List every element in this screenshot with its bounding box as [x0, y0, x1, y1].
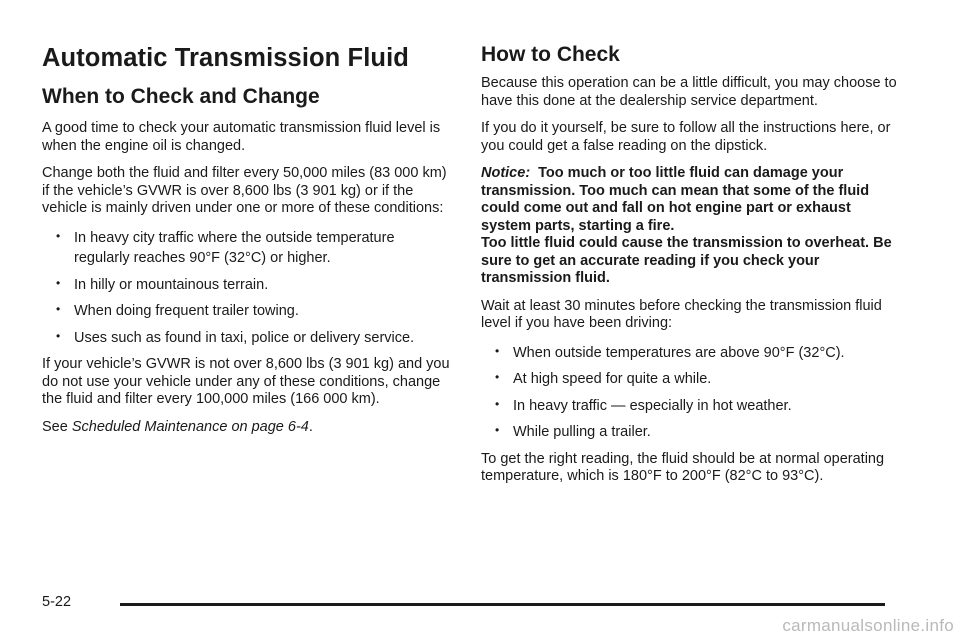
cross-reference-link[interactable]: Scheduled Maintenance on page 6-4 [71, 418, 309, 435]
list-item: • In hilly or mountainous terrain. [56, 275, 269, 293]
normal-interval-paragraph: If your vehicle’s GVWR is not over 8,600 lbs (3 901 kg) and you do not use your vehicle under any of these conditions, change the fluid and filter every 100,000 miles (166 000 km). [42, 356, 450, 407]
bullet-icon: • [495, 343, 500, 358]
list-item: • In heavy traffic — especially in hot weather. [495, 396, 792, 414]
watermark: carmanualsonline.info [782, 616, 954, 635]
bullet-icon: • [495, 396, 500, 411]
bullet-icon: • [56, 228, 61, 243]
list-item: • While pulling a trailer. [495, 423, 651, 440]
section-heading-when-to-check: When to Check and Change [42, 85, 320, 108]
list-item: • Uses such as found in taxi, police or delivery service. [56, 328, 415, 346]
bullet-icon: • [56, 275, 61, 290]
instructions-paragraph: If you do it yourself, be sure to follow all the instructions here, or you could get a false reading on the dipstick. [481, 120, 891, 154]
notice-block [481, 165, 901, 288]
notice-label: Notice: [481, 165, 531, 181]
right-column [481, 42, 901, 496]
page-number: 5-22 [42, 594, 72, 610]
intro-paragraph: A good time to check your automatic transmission fluid level is when the engine oil is changed. [42, 120, 441, 154]
left-column [42, 42, 452, 446]
list-item: • At high speed for quite a while. [495, 370, 712, 387]
list-item: • In heavy city traffic where the outside temperature regularly reaches 90°F (32°C) or higher. [56, 228, 395, 266]
dealer-paragraph: Because this operation can be a little difficult, you may choose to have this done at the dealership service department. [481, 75, 897, 109]
notice-text: Too much or too little fluid can damage your transmission. Too much can mean that some of the fluid could come out and fall on hot engine part or exhaust system parts, starting a fire. [481, 165, 870, 234]
bullet-icon: • [56, 302, 61, 316]
see-reference-paragraph: See Scheduled Maintenance on page 6-4. [42, 418, 313, 435]
list-item: • When doing frequent trailer towing. [56, 302, 299, 319]
section-heading-how-to-check: How to Check [481, 43, 620, 66]
change-interval-paragraph: Change both the fluid and filter every 50,000 miles (83 000 km) if the vehicle’s GVWR is over 8,600 lbs (3 901 kg) or if the vehicle is mainly driven under one or more of these conditions: [42, 165, 447, 216]
footer-divider [120, 603, 885, 606]
bullet-icon: • [495, 423, 500, 437]
conditions-list [42, 228, 452, 349]
bullet-icon: • [56, 328, 61, 343]
wait-paragraph: Wait at least 30 minutes before checking the transmission fluid level if you have been driving: [481, 297, 882, 331]
page-title: Automatic Transmission Fluid [42, 44, 409, 72]
list-item: • When outside temperatures are above 90°F (32°C). [495, 343, 845, 361]
bullet-icon: • [495, 370, 500, 384]
notice-text: Too little fluid could cause the transmission to overheat. Be sure to get an accurate reading if you check your transmission fluid. [481, 235, 892, 286]
temperature-paragraph: To get the right reading, the fluid should be at normal operating temperature, which is 180°F to 200°F (82°C to 93°C). [481, 450, 885, 484]
driving-conditions-list [481, 343, 901, 443]
